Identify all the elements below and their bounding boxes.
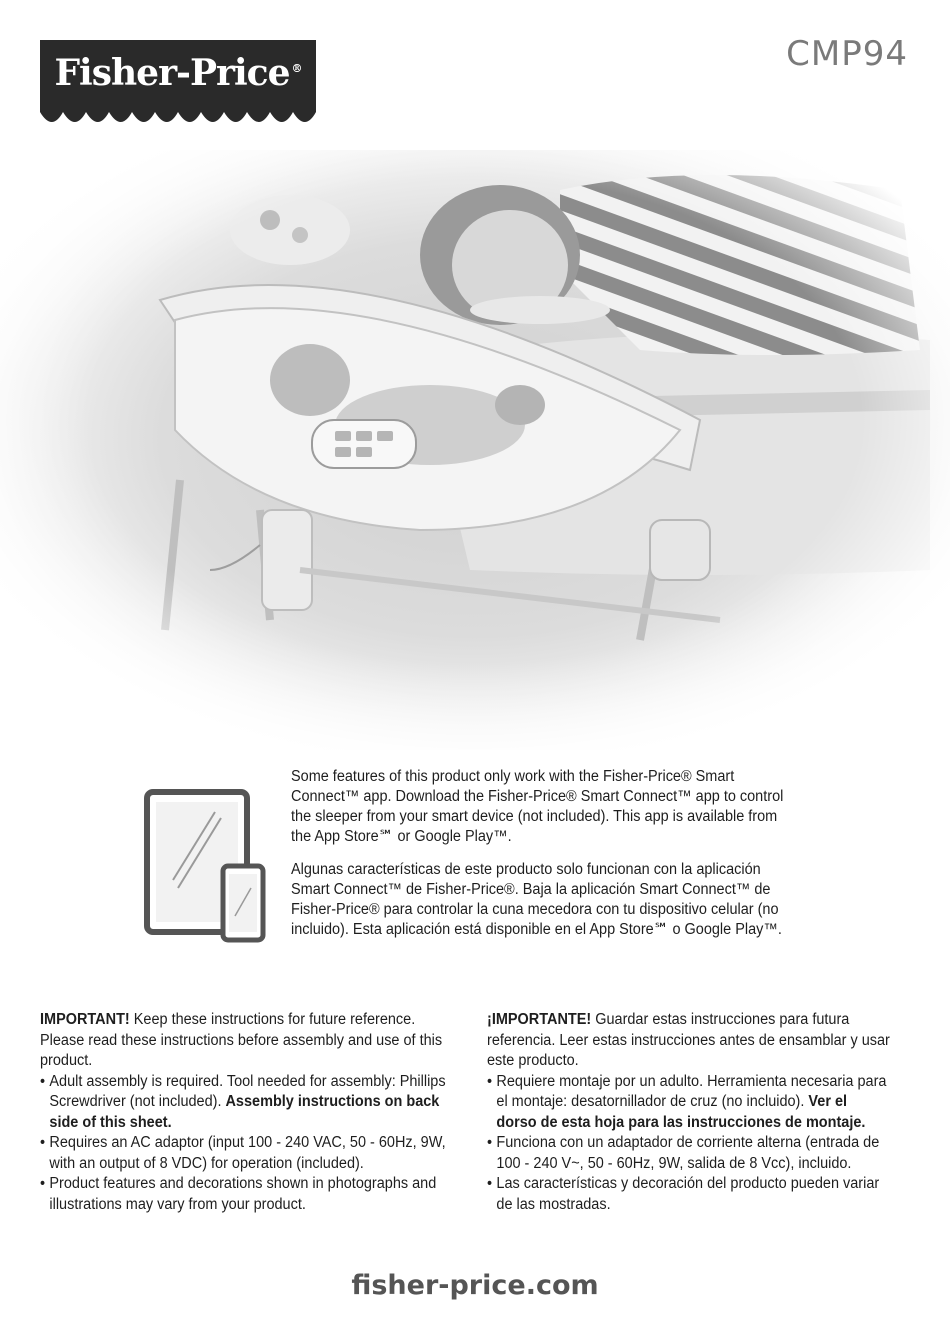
list-item <box>40 1133 454 1174</box>
brand-logo <box>40 40 316 132</box>
bullet-symbol: • <box>487 1175 493 1192</box>
bullet1-bold-es: Ver el dorso de esta hoja para las instrucciones de montaje. <box>496 1093 866 1131</box>
important-label-es: ¡IMPORTANTE! <box>487 1011 592 1028</box>
bullet-list-es <box>487 1072 891 1216</box>
bullet-symbol: • <box>40 1072 46 1090</box>
website-url[interactable]: fisher-price.com <box>351 1270 599 1301</box>
bullet1-bold-en: Assembly instructions on back side of this sheet. <box>49 1093 440 1131</box>
list-item <box>487 1133 891 1174</box>
bullet-symbol: • <box>40 1175 46 1192</box>
model-number: CMP94 <box>786 34 908 74</box>
list-item <box>40 1072 454 1134</box>
tablet-phone-icon <box>143 788 269 944</box>
brand-name: Fisher-Price <box>54 52 290 94</box>
important-paragraph-en <box>40 1010 454 1072</box>
bullet-list-en <box>40 1072 454 1216</box>
bullet3-text-es: Las características y decoración del producto pueden variar de las mostradas. <box>496 1175 880 1213</box>
important-text-en: Keep these instructions for future reference. Please read these instructions before assembly and use of this product. <box>40 1011 443 1069</box>
important-text-es: Guardar estas instrucciones para futura referencia. Leer estas instrucciones antes de ensamblar y usar este producto. <box>487 1011 890 1069</box>
important-label-en: IMPORTANT! <box>40 1011 130 1028</box>
list-item <box>487 1072 891 1134</box>
app-notice-english: Some features of this product only work with the Fisher-Price® Smart Connect™ app. Download the Fisher-Price® Smart Connect™ app to control the sleeper from your smart device (not included). This app is available from the App Store℠ or Google Play™. <box>291 768 784 845</box>
spanish-instructions <box>487 1010 891 1215</box>
bullet-symbol: • <box>487 1134 493 1151</box>
mother-baby-sleeper-photo <box>0 150 950 750</box>
bullet-symbol: • <box>40 1134 46 1151</box>
bullet1-text-es: Requiere montaje por un adulto. Herramienta necesaria para el montaje: desatornillador de cruz (no incluido). <box>496 1072 887 1110</box>
bullet2-text-es: Funciona con un adaptador de corriente alterna (entrada de 100 - 240 V~, 50 - 60Hz, 9W, salida de 8 Vcc), incluido. <box>496 1134 880 1172</box>
brand-reg-mark: ® <box>291 62 302 75</box>
important-paragraph-es <box>487 1010 891 1072</box>
app-notice <box>291 767 789 953</box>
list-item <box>487 1174 891 1215</box>
bullet2-text-en: Requires an AC adaptor (input 100 - 240 VAC, 50 - 60Hz, 9W, with an output of 8 VDC) for operation (included). <box>49 1134 446 1172</box>
english-instructions <box>40 1010 454 1215</box>
app-notice-spanish: Algunas características de este producto solo funcionan con la aplicación Smart Connect™ de Fisher-Price®. Baja la aplicación Smart Connect™ de Fisher-Price® para controlar la cuna mecedora con tu dispositivo celular (no incluido). Esta aplicación está disponible en el App Store℠ o Google Play™. <box>291 861 782 938</box>
bullet1-text-en: Adult assembly is required. Tool needed for assembly: Phillips Screwdriver (not included). <box>49 1072 446 1110</box>
list-item <box>40 1174 454 1215</box>
bullet-symbol: • <box>487 1072 493 1090</box>
bullet3-text-en: Product features and decorations shown in photographs and illustrations may vary from your product. <box>49 1175 437 1213</box>
